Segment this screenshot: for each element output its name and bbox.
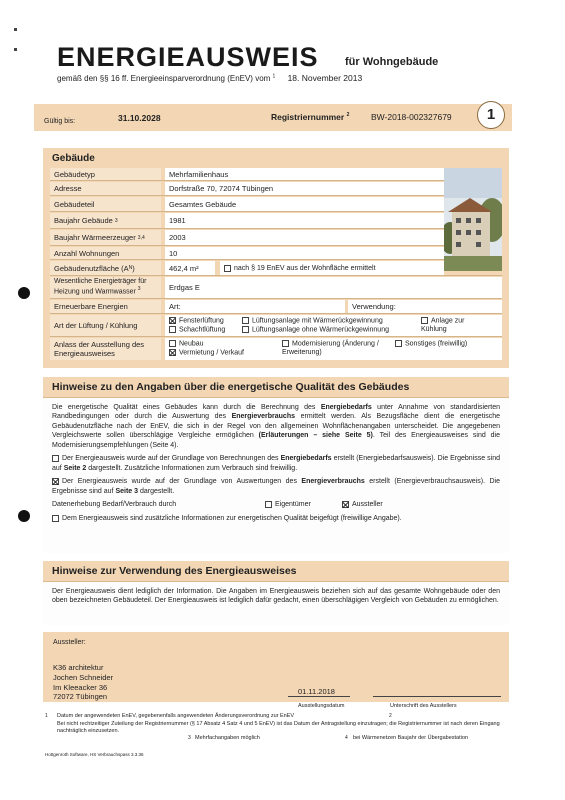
signature-label: Unterschrift des Ausstellers: [390, 703, 457, 709]
row-label: Gebäudeteil: [50, 197, 161, 211]
footnote-ref: 3: [114, 217, 118, 224]
text-bold: Seite 2: [63, 464, 87, 472]
checkbox-checked[interactable]: [169, 349, 176, 356]
row-label-end: ): [132, 263, 135, 273]
option-label: Sonstiges (freiwillig): [405, 340, 468, 348]
text: Der Energieausweis wurde auf der Grundlage von Berechnungen des: [62, 455, 281, 463]
data-collection-row: [52, 500, 500, 510]
row-label: Erneuerbare Energien: [50, 300, 161, 313]
option-label: Lüftungsanlage ohne Wärmerückgewinnung: [252, 326, 389, 334]
option-label: Vermietung / Verkauf: [179, 349, 244, 357]
issuer-section: [43, 632, 509, 702]
usage-heading: Hinweise zur Verwendung des Energieausweises: [52, 565, 297, 577]
registration-label-text: Registriernummer: [271, 112, 345, 122]
table-row: [50, 300, 502, 314]
footnote-row: [45, 735, 515, 743]
option-label: Anlage zur Kühlung: [421, 317, 465, 333]
row-value: Gesamtes Gebäude: [165, 197, 444, 211]
text: dargestellt. Zusätzliche Informationen zum Verbrauch sind freiwillig.: [86, 464, 298, 472]
issuer-option: [342, 500, 383, 509]
usable-area-option: [220, 261, 444, 275]
row-value: Erdgas E: [165, 277, 502, 298]
issuer-address: [53, 663, 113, 702]
text: ermittelt werden. Als Bezugsfläche dient die energetische Gebäudenutzfläche nach der EnEV, die sich in der Regel von den allgemeinen Wohnflächenangaben unterscheidet. Die angegebenen Vergleichswerte sollen überschlägige Vergleiche ermöglichen: [52, 413, 500, 440]
renewable-use: Verwendung:: [348, 300, 502, 313]
checkbox[interactable]: [242, 317, 249, 324]
footnote-number: 1: [45, 713, 48, 719]
checkbox[interactable]: [52, 515, 59, 522]
footnote-number: 3: [188, 735, 191, 742]
registration-label: [271, 112, 349, 122]
option-label: Fensterlüftung: [179, 317, 224, 325]
footnotes: [45, 713, 515, 743]
punch-hole: [18, 287, 30, 299]
issuer-name: K36 architektur: [53, 663, 104, 672]
footnote-row: [45, 713, 515, 721]
margin-mark: [14, 48, 17, 51]
table-row: [50, 168, 502, 181]
table-row: [50, 261, 502, 276]
checkbox[interactable]: [169, 326, 176, 333]
text: erstellt (Energiebedarfsausweis). Die Ergebnisse sind auf: [52, 455, 500, 472]
registration-number: BW-2018-002327679: [371, 112, 452, 122]
building-heading: Gebäude: [52, 153, 95, 164]
checkbox[interactable]: [395, 340, 402, 347]
ventilation-options: [165, 315, 502, 336]
text-bold: (Erläuterungen – siehe Seite 5): [258, 432, 373, 440]
issuer-city: 72072 Tübingen: [53, 692, 108, 702]
regulation-text: gemäß den §§ 16 ff. Energieeinsparverordnung (EnEV) vom: [57, 74, 271, 83]
table-row: [50, 338, 502, 360]
renewable-type: Art:: [165, 300, 345, 313]
row-label: Anzahl Wohnungen: [50, 247, 161, 259]
text-bold: Energieverbrauchs: [231, 413, 295, 421]
building-photo: [444, 168, 502, 271]
row-value: Dorfstraße 70, 72074 Tübingen: [165, 182, 444, 195]
valid-until-value: 31.10.2028: [118, 113, 161, 123]
table-row: [50, 230, 502, 246]
footnote-ref: 3,4: [137, 234, 145, 241]
option-label: Aussteller: [352, 500, 383, 508]
footnote-3: Mehrfachangaben möglich: [195, 735, 260, 742]
footnote-number: 2: [389, 713, 392, 719]
issue-date-label: Ausstellungsdatum: [298, 703, 345, 709]
text-bold: Seite 3: [115, 487, 139, 495]
footnote-number: 4: [345, 735, 348, 742]
text: unter Annahme von standardisierten Randbedingungen oder durch die Auswertung des: [52, 404, 501, 421]
row-label: [50, 213, 161, 228]
regulation-line: [57, 73, 362, 83]
building-section: [43, 148, 509, 368]
owner-option: [265, 500, 311, 509]
footnote-ref: 2: [346, 112, 350, 119]
usage-body: [43, 581, 509, 625]
document-title: ENERGIEAUSWEIS: [57, 42, 319, 72]
row-value: 2003: [165, 230, 444, 245]
usage-text: Der Energieausweis dient lediglich der Information. Die Angaben im Energieausweis beziehen sich auf das gesamte Wohngebäude oder den oben bezeichneten Gebäudeteil. Der Energieausweis ist lediglich dafür gedacht, einen überschlägigen Vergleich von Gebäuden zu ermöglichen.: [52, 588, 500, 605]
footnote-ref: 1: [272, 73, 276, 80]
footnote-4: bei Wärmenetzen Baujahr der Übergabestation: [353, 735, 468, 742]
row-label: Adresse: [50, 182, 161, 195]
margin-mark: [14, 28, 17, 31]
option-label: Schachtlüftung: [179, 326, 226, 334]
row-label: Anlass der Ausstellung des Energieausweises: [50, 338, 161, 360]
software-credit: Hottgenroth Software, HS Verbrauchspass 3.3.36: [45, 752, 144, 757]
data-collection-label: Datenerhebung Bedarf/Verbrauch durch: [52, 500, 177, 508]
text: . Teil des Energieausweises sind die Modernisierungsempfehlungen (Seite 4).: [52, 432, 500, 449]
row-label: [50, 277, 161, 298]
building-photo-image: [444, 168, 502, 271]
checkbox-checked[interactable]: [342, 501, 349, 508]
checkbox[interactable]: [224, 265, 231, 272]
checkbox[interactable]: [265, 501, 272, 508]
usable-area-option-label: nach § 19 EnEV aus der Wohnfläche ermittelt: [234, 264, 376, 272]
option-demand: [52, 454, 500, 473]
row-value: 462,4 m²: [165, 261, 215, 275]
text-bold: Energiebedarfs: [280, 455, 332, 463]
row-label-text: Baujahr Wärmeerzeuger: [54, 233, 136, 242]
checkbox-checked[interactable]: [169, 317, 176, 324]
regulation-date: 18. November 2013: [287, 73, 363, 83]
row-value: 10: [165, 247, 444, 259]
row-value: 1981: [165, 213, 444, 228]
option-consumption: [52, 477, 500, 496]
row-label: [50, 261, 161, 275]
footnote-2: Bei nicht rechtzeitiger Zuteilung der Registriernummer (§ 17 Absatz 4 Satz 4 und 5 EnEV) ist das Datum der Antragstellung einzutragen; die Registriernummer ist nach deren Eingang nachträglich einzusetzen.: [57, 721, 500, 735]
document-title-suffix: für Wohngebäude: [345, 56, 439, 68]
punch-hole: [18, 510, 30, 522]
row-label-text: Baujahr Gebäude: [54, 216, 113, 225]
occasion-options: [165, 338, 502, 360]
option-label: Modernisierung (Änderung / Erweiterung): [282, 340, 379, 356]
row-label: Art der Lüftung / Kühlung: [50, 315, 161, 336]
text: Dem Energieausweis sind zusätzliche Informationen zur energetischen Qualität beigefügt (freiwillige Angabe).: [62, 514, 402, 522]
checkbox[interactable]: [421, 317, 428, 324]
issuer-street: Im Kleeacker 36: [53, 682, 108, 692]
usage-section: [43, 561, 509, 625]
row-label: Gebäudetyp: [50, 168, 161, 180]
issue-date: 01.11.2018: [298, 687, 335, 696]
table-row: [50, 182, 502, 196]
text: dargestellt.: [138, 487, 175, 495]
table-row: [50, 247, 502, 260]
date-line: [288, 696, 350, 697]
option-label: Lüftungsanlage mit Wärmerückgewinnung: [252, 317, 383, 325]
text-bold: Energieverbrauchs: [301, 478, 365, 486]
checkbox[interactable]: [282, 340, 289, 347]
checkbox[interactable]: [242, 326, 249, 333]
text: erstellt (Energieverbrauchsausweis). Die Ergebnisse sind auf: [52, 478, 500, 495]
checkbox[interactable]: [52, 455, 59, 462]
hints-section: [43, 377, 509, 553]
validity-bar: [34, 104, 512, 131]
valid-until-label: Gültig bis:: [44, 118, 76, 125]
table-row: [50, 277, 502, 299]
hints-body: [43, 397, 509, 553]
footnote-1: Datum der angewendeten EnEV, gegebenenfalls angewendeten Änderungsverordnung zur EnEV: [57, 713, 295, 719]
signature-line: [373, 696, 501, 697]
issuer-person: Jochen Schneider: [53, 672, 114, 682]
hints-intro: [52, 403, 500, 450]
checkbox-checked[interactable]: [52, 478, 59, 485]
footnote-ref: 3: [137, 286, 141, 293]
table-row: [50, 315, 502, 337]
row-label-text: Gebäudenutzfläche (A: [54, 263, 129, 273]
row-label-sub: N: [128, 265, 133, 271]
option-label: Neubau: [179, 340, 204, 348]
issuer-label: Aussteller:: [53, 639, 86, 646]
table-row: [50, 213, 502, 229]
hints-heading: Hinweise zu den Angaben über die energetische Qualität des Gebäudes: [52, 381, 410, 393]
option-label: Eigentümer: [275, 500, 311, 508]
option-additional-info: [52, 514, 500, 523]
row-value: Mehrfamilienhaus: [165, 168, 444, 180]
text: Der Energieausweis wurde auf der Grundlage von Auswertungen des: [62, 478, 302, 486]
text: Die energetische Qualität eines Gebäudes kann durch die Berechnung des: [52, 404, 321, 411]
checkbox[interactable]: [169, 340, 176, 347]
row-label-text: Wesentliche Energieträger für Heizung und Warmwasser: [54, 277, 147, 296]
page-number-badge: 1: [477, 101, 505, 129]
row-label: [50, 230, 161, 245]
table-row: [50, 197, 502, 212]
text-bold: Energiebedarfs: [320, 404, 372, 411]
